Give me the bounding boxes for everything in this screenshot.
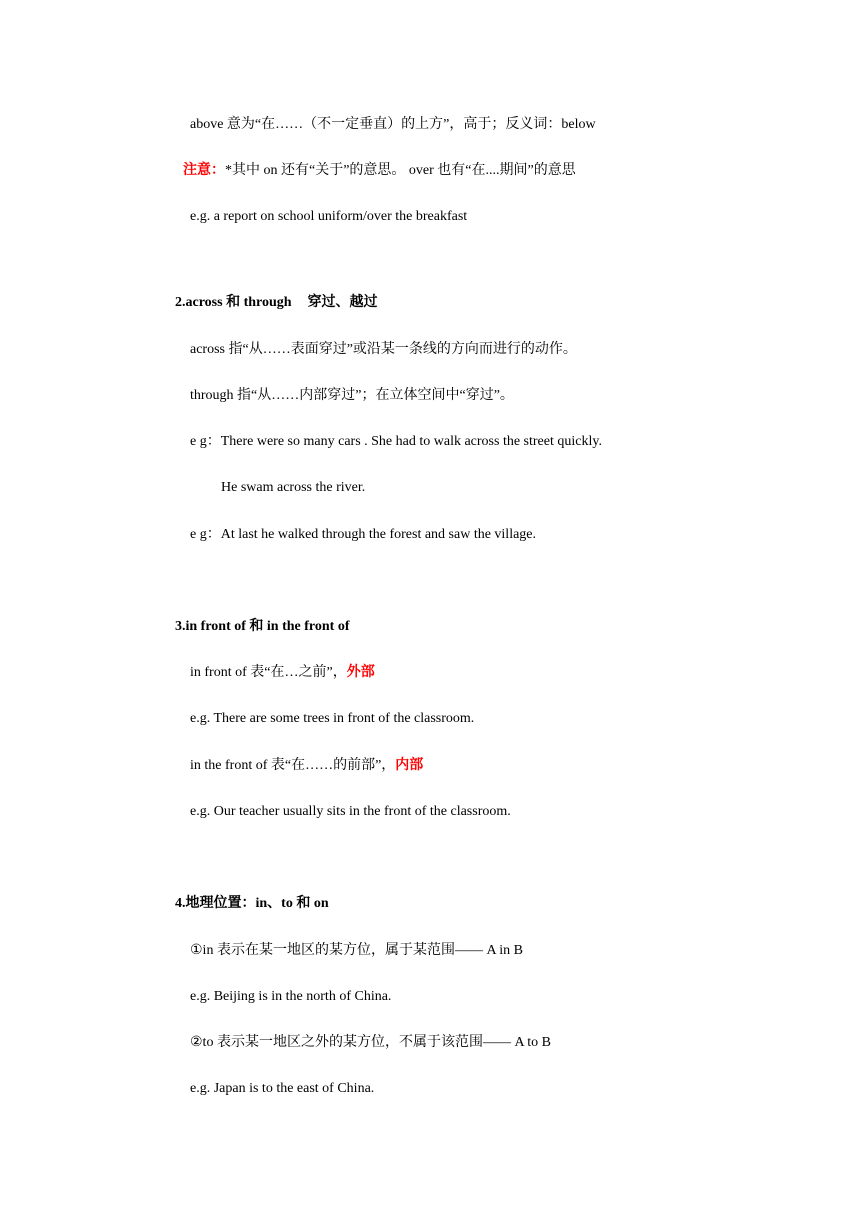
to-rule: ②to 表示某一地区之外的某方位，不属于该范围—— A to B	[190, 1035, 552, 1050]
section4-example-1: e.g. Beijing is in the north of China.	[190, 989, 392, 1004]
in-front-of-definition: in front of 表“在…之前”，	[190, 665, 347, 680]
section2-example-2: He swam across the river.	[221, 480, 366, 495]
section2-example-3: e g：At last he walked through the forest and saw the village.	[190, 527, 537, 542]
outside-tag: 外部	[346, 665, 375, 680]
section2-heading	[175, 293, 378, 313]
across-definition: across 指“从……表面穿过”或沿某一条线的方向而进行的动作。	[190, 342, 577, 357]
above-definition: above 意为“在……（不一定垂直）的上方”，高于；反义词：below	[190, 117, 596, 132]
section2-heading-en: 2.across 和 through	[175, 295, 292, 310]
section2-example-1: e g：There were so many cars . She had to walk across the street quickly.	[190, 434, 602, 449]
inside-tag: 内部	[395, 758, 424, 773]
note-text: *其中 on 还有“关于”的意思。 over 也有“在....期间”的意思	[225, 163, 576, 178]
in-rule: ①in 表示在某一地区的某方位，属于某范围—— A in B	[190, 943, 524, 958]
through-definition: through 指“从……内部穿过”；在立体空间中“穿过”。	[190, 388, 514, 403]
in-the-front-of-line	[190, 756, 423, 776]
note-line	[183, 161, 576, 181]
in-front-of-line	[190, 663, 375, 683]
in-the-front-of-definition: in the front of 表“在……的前部”，	[190, 758, 396, 773]
section2-heading-cn: 穿过、越过	[307, 295, 378, 310]
section4-heading: 4.地理位置：in、to 和 on	[175, 896, 329, 911]
section4-example-2: e.g. Japan is to the east of China.	[190, 1081, 375, 1096]
note-label: 注意：	[183, 163, 225, 178]
section3-example-2: e.g. Our teacher usually sits in the front of the classroom.	[190, 804, 511, 819]
section3-heading: 3.in front of 和 in the front of	[175, 619, 350, 634]
section1-example: e.g. a report on school uniform/over the breakfast	[190, 209, 468, 224]
section3-example-1: e.g. There are some trees in front of the classroom.	[190, 711, 475, 726]
